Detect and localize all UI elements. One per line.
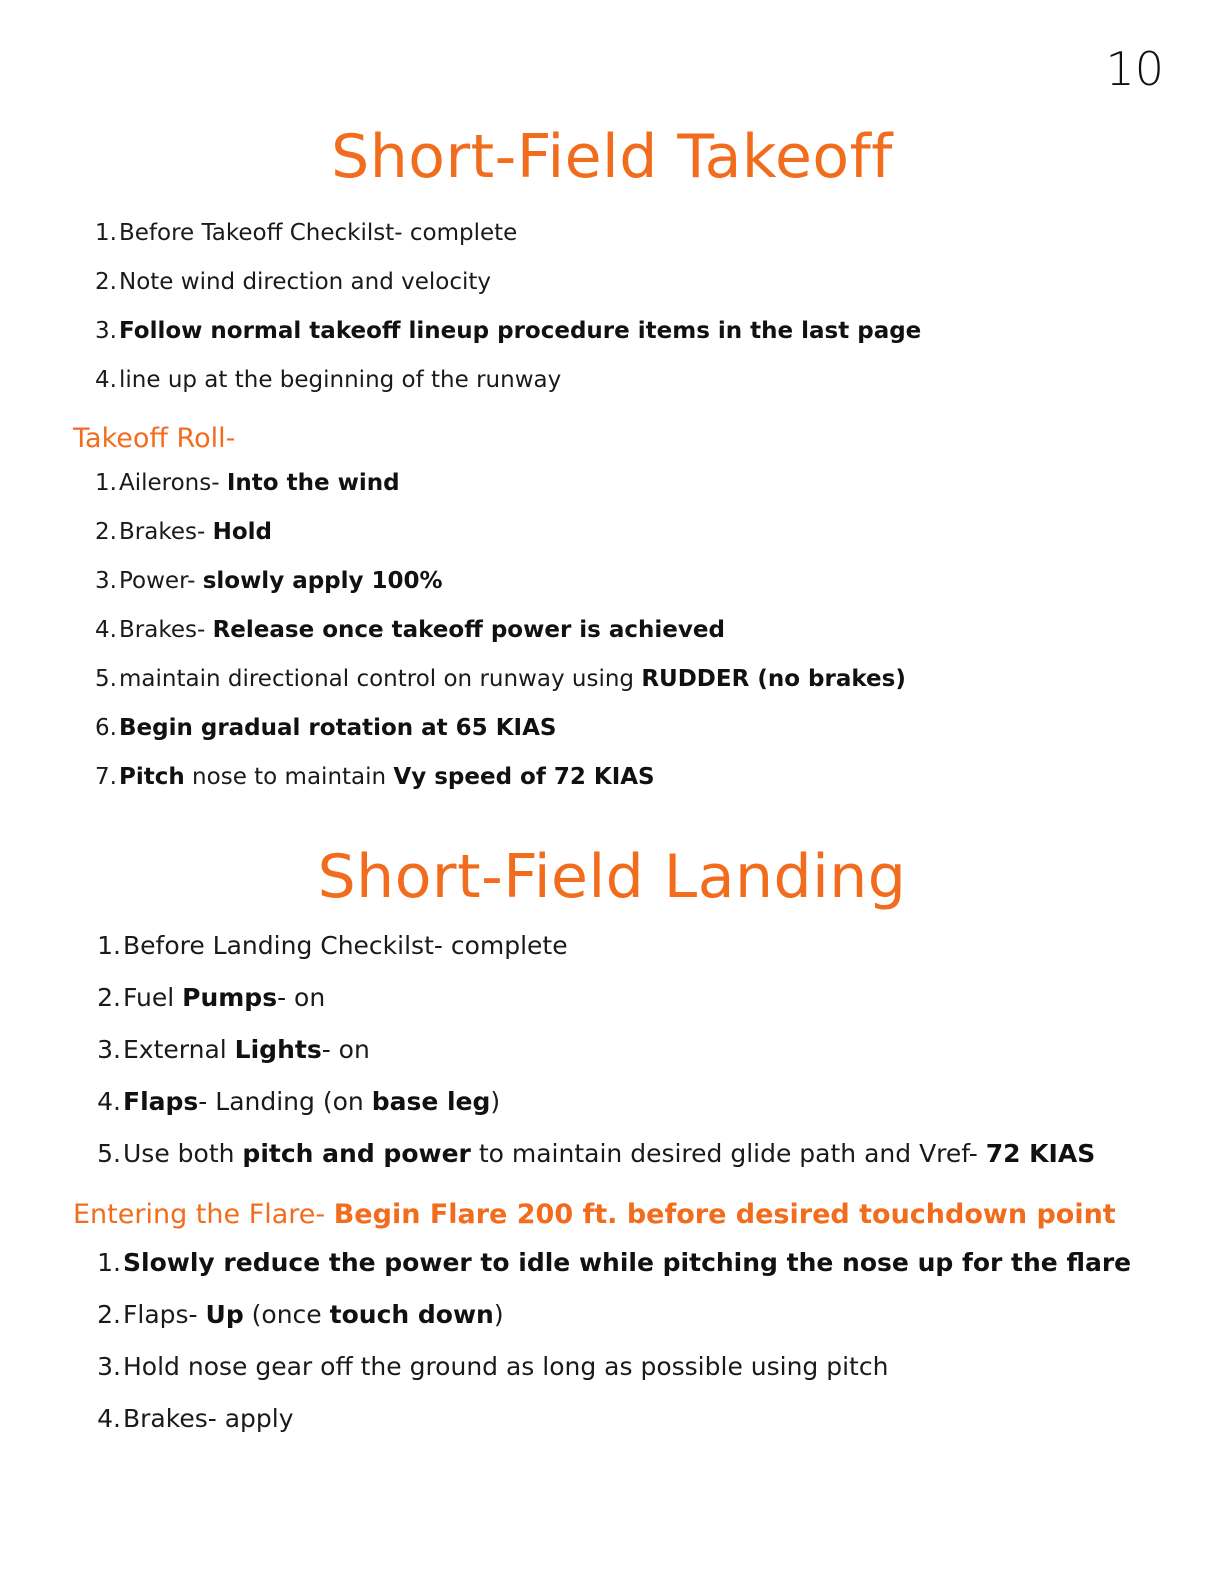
- list-item: [0, 715, 906, 764]
- list-item: [0, 1035, 1095, 1087]
- body-text: line up at the beginning of the runway: [119, 367, 562, 393]
- emphasis-text: Slowly reduce the power to idle while pitching the nose up for the flare: [123, 1248, 1132, 1277]
- list-item-text: [123, 1404, 294, 1433]
- body-text: Before Landing Checkilst- complete: [123, 931, 568, 960]
- body-text: ): [490, 1087, 501, 1116]
- body-text: Brakes- apply: [123, 1404, 294, 1433]
- body-text: Brakes-: [119, 519, 213, 545]
- body-text: Before Takeoff Checkilst- complete: [119, 220, 518, 246]
- section-title-landing: Short-Field Landing: [317, 842, 907, 912]
- list-item: [0, 367, 921, 416]
- list-item-text: [119, 318, 921, 344]
- flare-steps: [0, 1248, 1131, 1456]
- list-item-number: 1.: [95, 220, 117, 246]
- emphasis-text: 72 KIAS: [985, 1139, 1096, 1168]
- list-item-number: 5.: [97, 1139, 121, 1168]
- emphasis-text: touch down: [329, 1300, 494, 1329]
- list-item-text: [123, 1248, 1131, 1277]
- list-item: [0, 318, 921, 367]
- emphasis-text: Into the wind: [226, 470, 400, 496]
- list-item-text: [123, 931, 568, 960]
- list-item-text: [119, 269, 491, 295]
- list-item: [0, 1248, 1131, 1300]
- list-item-number: 2.: [95, 269, 117, 295]
- subheading-entering-flare: [73, 1199, 1116, 1230]
- body-text: Note wind direction and velocity: [119, 269, 492, 295]
- body-text: Fuel: [123, 983, 183, 1012]
- emphasis-text: Up: [205, 1300, 244, 1329]
- subheading-emphasis: Begin Flare 200 ft. before desired touchdown point: [333, 1199, 1116, 1230]
- list-item-number: 3.: [97, 1352, 121, 1381]
- list-item: [0, 931, 1095, 983]
- body-text: maintain directional control on runway using: [119, 666, 642, 692]
- list-item: [0, 1404, 1131, 1456]
- emphasis-text: Pumps: [182, 983, 278, 1012]
- list-item: [0, 568, 906, 617]
- list-item: [0, 1139, 1095, 1191]
- body-text: Use both: [123, 1139, 243, 1168]
- landing-steps: [0, 931, 1095, 1191]
- list-item: [0, 764, 906, 813]
- body-text: ): [493, 1300, 504, 1329]
- list-item-text: [119, 519, 272, 545]
- list-item-number: 3.: [97, 1035, 121, 1064]
- list-item-text: [119, 617, 725, 643]
- list-item-number: 2.: [97, 1300, 121, 1329]
- body-text: nose to maintain: [184, 764, 394, 790]
- list-item-number: 3.: [95, 568, 117, 594]
- list-item-text: [119, 220, 517, 246]
- emphasis-text: base leg: [371, 1087, 491, 1116]
- emphasis-text: Flaps: [123, 1087, 199, 1116]
- emphasis-text: pitch and power: [242, 1139, 471, 1168]
- section-title-takeoff: Short-Field Takeoff: [331, 122, 893, 192]
- emphasis-text: Begin gradual rotation at 65 KIAS: [119, 715, 557, 741]
- list-item: [0, 519, 906, 568]
- emphasis-text: Vy speed of 72 KIAS: [393, 764, 655, 790]
- body-text: Hold nose gear off the ground as long as possible using pitch: [123, 1352, 889, 1381]
- list-item-number: 4.: [97, 1087, 121, 1116]
- list-item: [0, 220, 921, 269]
- list-item-number: 1.: [97, 931, 121, 960]
- emphasis-text: slowly apply 100%: [202, 568, 443, 594]
- list-item-text: [123, 1300, 504, 1329]
- list-item-number: 4.: [95, 367, 117, 393]
- list-item-number: 6.: [95, 715, 117, 741]
- list-item: [0, 1300, 1131, 1352]
- subheading-takeoff-roll: [73, 423, 235, 454]
- list-item: [0, 1087, 1095, 1139]
- list-item-text: [119, 715, 556, 741]
- list-item-text: [123, 1352, 888, 1381]
- subheading-label: Takeoff Roll-: [73, 423, 236, 454]
- takeoff-roll-steps: [0, 470, 906, 813]
- list-item: [0, 666, 906, 715]
- emphasis-text: RUDDER (no brakes): [641, 666, 906, 692]
- list-item-text: [119, 470, 400, 496]
- list-item-number: 3.: [95, 318, 117, 344]
- list-item-text: [119, 367, 561, 393]
- list-item: [0, 983, 1095, 1035]
- list-item-number: 2.: [97, 983, 121, 1012]
- body-text: (once: [243, 1300, 330, 1329]
- list-item-text: [119, 666, 906, 692]
- list-item: [0, 617, 906, 666]
- list-item: [0, 1352, 1131, 1404]
- list-item-text: [123, 1087, 500, 1116]
- list-item-number: 4.: [95, 617, 117, 643]
- body-text: Brakes-: [119, 617, 213, 643]
- body-text: Ailerons-: [119, 470, 227, 496]
- list-item-text: [123, 1139, 1095, 1168]
- body-text: to maintain desired glide path and Vref-: [470, 1139, 986, 1168]
- page-number: 10: [1105, 42, 1164, 96]
- list-item: [0, 269, 921, 318]
- list-item-text: [119, 568, 443, 594]
- list-item-number: 2.: [95, 519, 117, 545]
- emphasis-text: Lights: [234, 1035, 322, 1064]
- body-text: Power-: [119, 568, 203, 594]
- body-text: External: [123, 1035, 235, 1064]
- list-item-number: 7.: [95, 764, 117, 790]
- subheading-label: Entering the Flare-: [73, 1199, 334, 1230]
- emphasis-text: Follow normal takeoff lineup procedure items in the last page: [119, 318, 922, 344]
- body-text: - on: [321, 1035, 370, 1064]
- list-item: [0, 470, 906, 519]
- list-item-number: 4.: [97, 1404, 121, 1433]
- list-item-text: [119, 764, 655, 790]
- list-item-number: 1.: [95, 470, 117, 496]
- takeoff-steps: [0, 220, 921, 416]
- body-text: Flaps-: [123, 1300, 206, 1329]
- emphasis-text: Hold: [212, 519, 272, 545]
- body-text: - Landing (on: [198, 1087, 372, 1116]
- list-item-text: [123, 1035, 370, 1064]
- list-item-number: 1.: [97, 1248, 121, 1277]
- emphasis-text: Pitch: [119, 764, 185, 790]
- body-text: - on: [277, 983, 326, 1012]
- list-item-number: 5.: [95, 666, 117, 692]
- list-item-text: [123, 983, 325, 1012]
- emphasis-text: Release once takeoff power is achieved: [212, 617, 725, 643]
